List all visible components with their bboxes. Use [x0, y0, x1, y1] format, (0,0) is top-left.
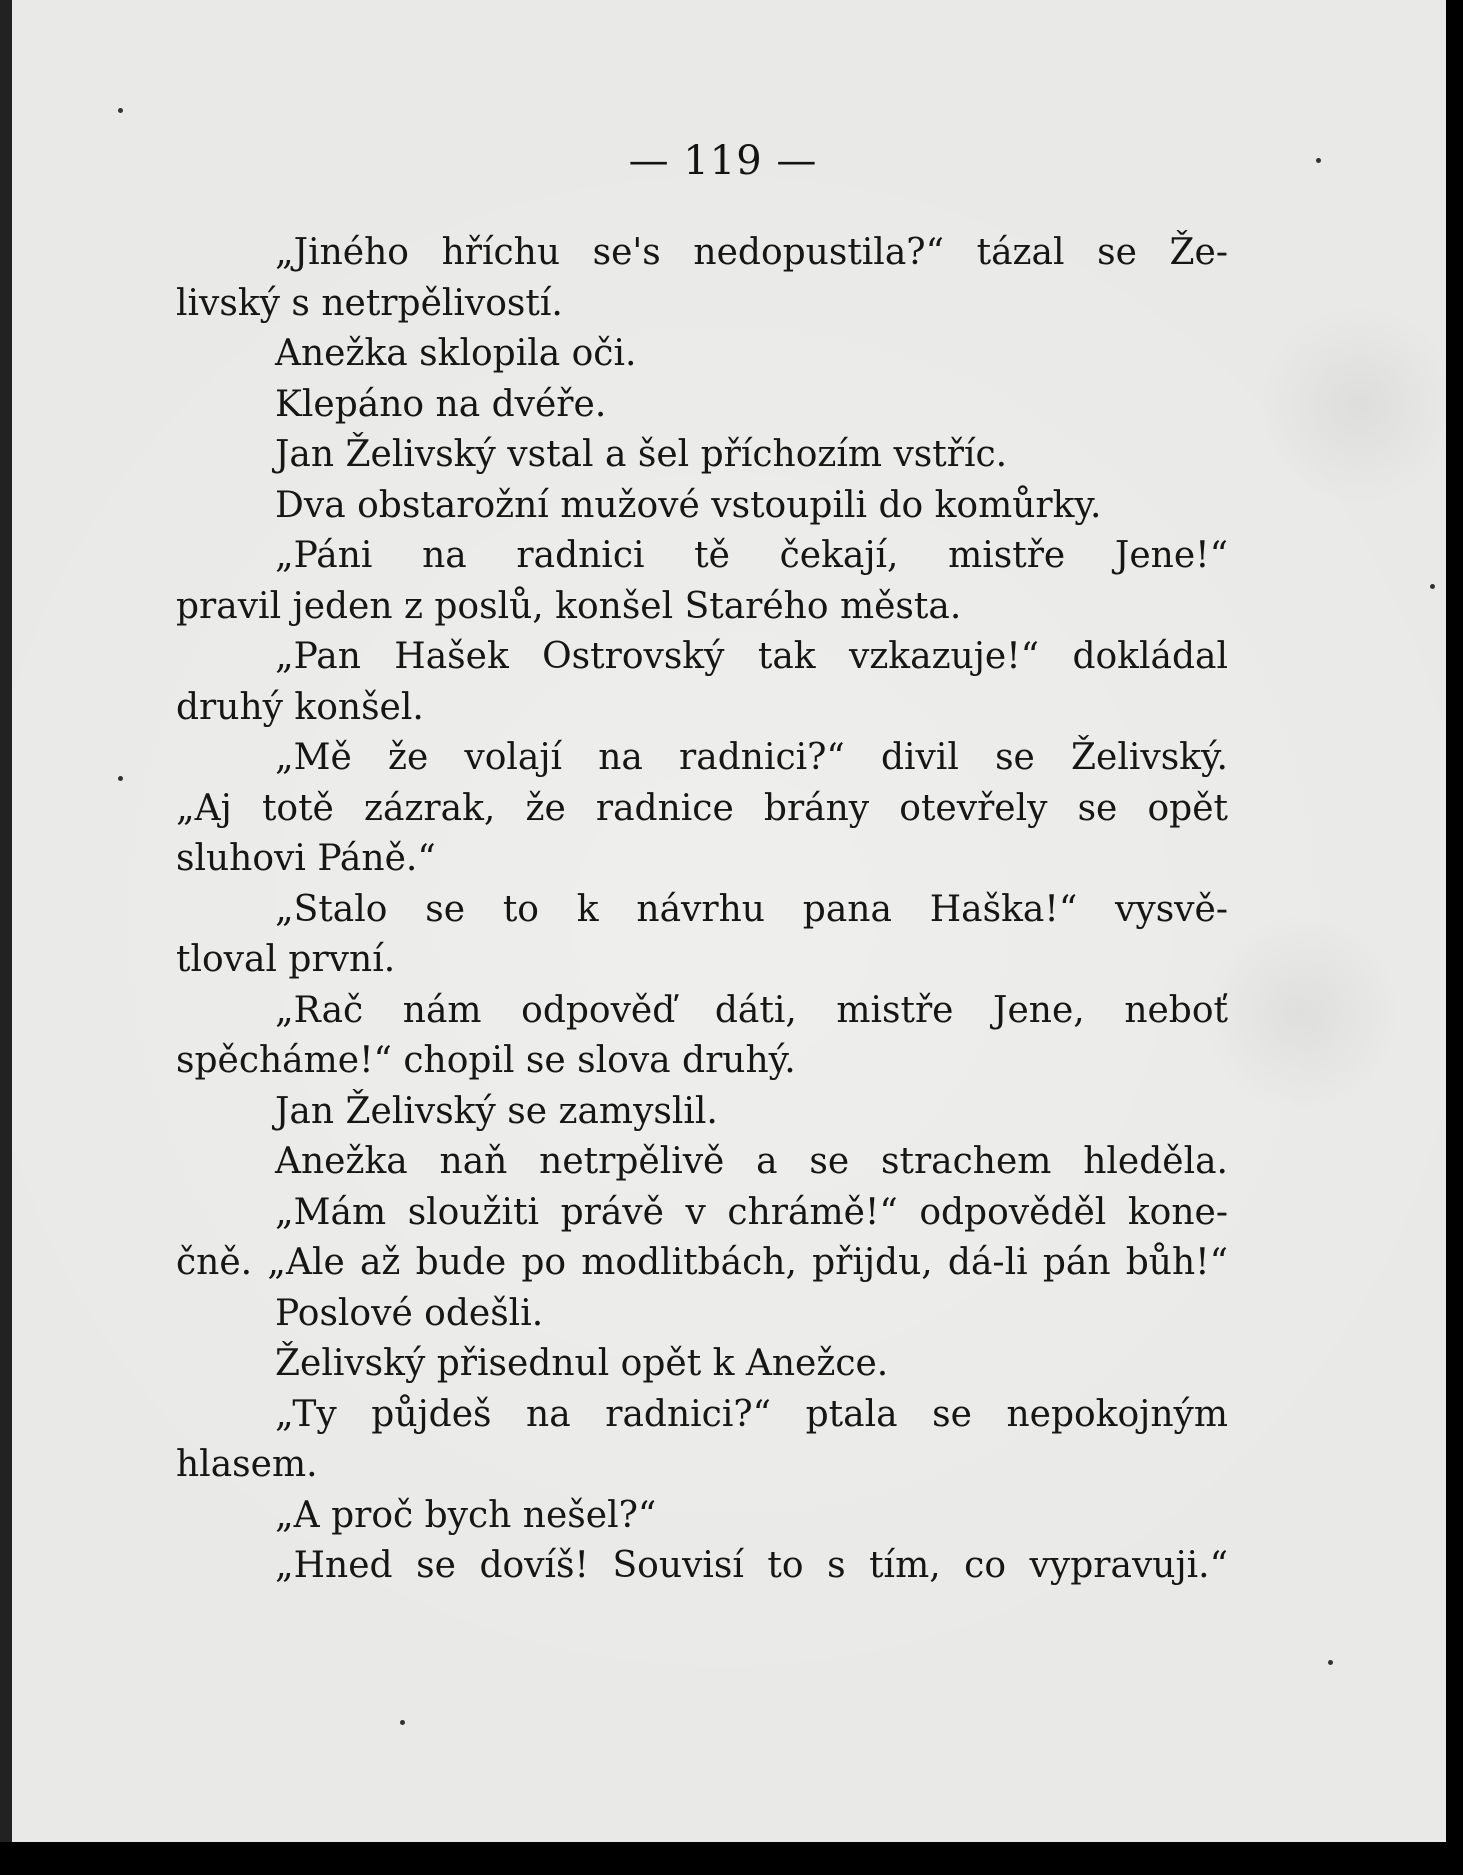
- text-line: čně. „Ale až bude po modlitbách, přijdu, dá-li pán bůh!“: [176, 1242, 1228, 1283]
- text-line: Jan Želivský vstal a šel příchozím vstříc.: [275, 434, 1008, 475]
- text-line: Klepáno na dvéře.: [275, 383, 607, 425]
- paper-speck: [1328, 1660, 1333, 1665]
- text-line: „Páni na radnici tě čekají, mistře Jene!“: [275, 535, 1228, 576]
- text-line: „Mě že volají na radnici?“ divil se Želivský.: [275, 737, 1228, 778]
- paper-speck: [1430, 584, 1435, 589]
- paper-speck: [1316, 158, 1321, 163]
- body-text: [176, 228, 1228, 1592]
- text-line: Poslové odešli.: [275, 1292, 544, 1334]
- text-line: „Stalo se to k návrhu pana Haška!“ vysvě-: [275, 888, 1228, 930]
- text-line: spěcháme!“ chopil se slova druhý.: [176, 1040, 796, 1081]
- text-line: tloval první.: [176, 939, 396, 980]
- page-binding-edge: [0, 0, 12, 1842]
- text-line: druhý konšel.: [176, 686, 424, 728]
- text-line: „Mám sloužiti právě v chrámě!“ odpověděl kone-: [275, 1191, 1228, 1233]
- text-line: „Jiného hříchu se's nedopustila?“ tázal se Že-: [275, 232, 1228, 273]
- text-line: Jan Želivský se zamyslil.: [275, 1090, 718, 1132]
- text-line: Dva obstarožní mužové vstoupili do komůrky.: [275, 484, 1102, 526]
- text-line: pravil jeden z poslů, konšel Starého města.: [176, 585, 962, 627]
- text-line: livský s netrpělivostí.: [176, 282, 563, 324]
- text-line: Anežka sklopila oči.: [275, 333, 637, 374]
- text-line: „Pan Hašek Ostrovský tak vzkazuje!“ dokládal: [275, 636, 1228, 677]
- text-line: Anežka naň netrpělivě a se strachem hleděla.: [275, 1141, 1228, 1182]
- text-line: „Hned se dovíš! Souvisí to s tím, co vypravuji.“: [275, 1545, 1228, 1586]
- paper-speck: [118, 776, 123, 781]
- paper-speck: [400, 1720, 405, 1725]
- text-line: „Rač nám odpověď dáti, mistře Jene, neboť: [275, 989, 1228, 1031]
- text-line: „A proč bych nešel?“: [275, 1494, 657, 1536]
- text-line: hlasem.: [176, 1444, 318, 1485]
- text-line: „Ty půjdeš na radnici?“ ptala se nepokojným: [275, 1393, 1228, 1435]
- text-line: sluhovi Páně.“: [176, 838, 436, 879]
- page-number: — 119 —: [628, 138, 818, 184]
- text-line: Želivský přisednul opět k Anežce.: [275, 1343, 889, 1384]
- paper-speck: [118, 108, 123, 113]
- text-line: „Aj totě zázrak, že radnice brány otevřely se opět: [176, 787, 1228, 829]
